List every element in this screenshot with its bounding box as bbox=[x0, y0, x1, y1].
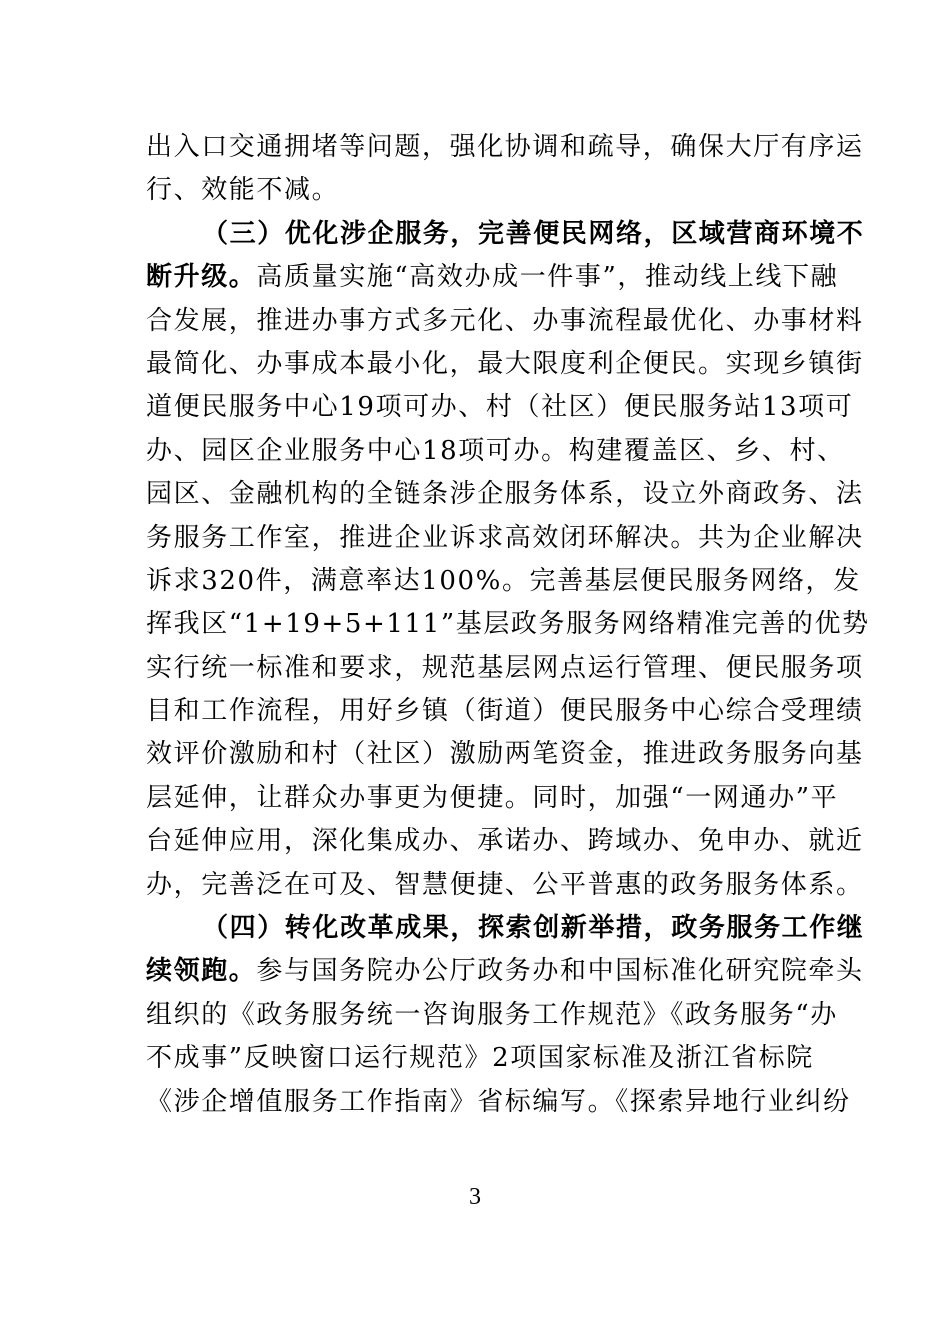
page-number: 3 bbox=[469, 1184, 481, 1210]
text-line bbox=[146, 256, 839, 299]
text-line: 效评价激励和村（社区）激励两笔资金，推进政务服务向基 bbox=[146, 739, 864, 770]
text-line: 目和工作流程，用好乡镇（街道）便民服务中心综合受理绩 bbox=[146, 696, 864, 727]
text-line: 最简化、办事成本最小化，最大限度利企便民。实现乡镇街 bbox=[146, 348, 864, 379]
text-line: 实行统一标准和要求，规范基层网点运行管理、便民服务项 bbox=[146, 652, 864, 683]
text-line: 务服务工作室，推进企业诉求高效闭环解决。共为企业解决 bbox=[146, 522, 864, 553]
text-fragment: 参与国务院办公厅政务办和中国标准化研究院牵头 bbox=[256, 956, 864, 987]
text-line: 诉求320件，满意率达100%。完善基层便民服务网络，发 bbox=[146, 565, 861, 596]
section-heading-3-end: 断升级。 bbox=[146, 262, 257, 293]
text-line: 组织的《政务服务统一咨询服务工作规范》《政务服务“办 bbox=[146, 999, 838, 1030]
text-line: 挥我区“1+19+5+111”基层政务服务网络精准完善的优势 bbox=[146, 609, 870, 640]
section-heading-4: （四）转化改革成果，探索创新举措，政务服务工作继 bbox=[202, 913, 865, 944]
body-text bbox=[146, 126, 870, 1124]
section-heading-4-end: 续领跑。 bbox=[146, 956, 257, 987]
section-heading-3: （三）优化涉企服务，完善便民网络，区域营商环境不 bbox=[202, 218, 865, 249]
text-line: 办、园区企业服务中心18项可办。构建覆盖区、乡、村、 bbox=[146, 435, 845, 466]
text-line: 《涉企增值服务工作指南》省标编写。《探索异地行业纠纷 bbox=[146, 1086, 851, 1117]
text-line: 层延伸，让群众办事更为便捷。同时，加强“一网通办”平 bbox=[146, 782, 839, 813]
text-line bbox=[146, 950, 864, 993]
text-line: 行、效能不减。 bbox=[146, 175, 340, 206]
text-line: 台延伸应用，深化集成办、承诺办、跨域办、免申办、就近 bbox=[146, 826, 864, 857]
text-line: 不成事”反映窗口运行规范》2项国家标准及浙江省标院 bbox=[146, 1043, 814, 1074]
text-fragment: 高质量实施“高效办成一件事”，推动线上线下融 bbox=[256, 262, 839, 293]
text-line: 合发展，推进办事方式多元化、办事流程最优化、办事材料 bbox=[146, 305, 864, 336]
text-line: 道便民服务中心19项可办、村（社区）便民服务站13项可 bbox=[146, 392, 854, 423]
text-line: 园区、金融机构的全链条涉企服务体系，设立外商政务、法 bbox=[146, 479, 864, 510]
text-line: 办，完善泛在可及、智慧便捷、公平普惠的政务服务体系。 bbox=[146, 869, 864, 900]
text-line: 出入口交通拥堵等问题，强化协调和疏导，确保大厅有序运 bbox=[146, 132, 864, 162]
